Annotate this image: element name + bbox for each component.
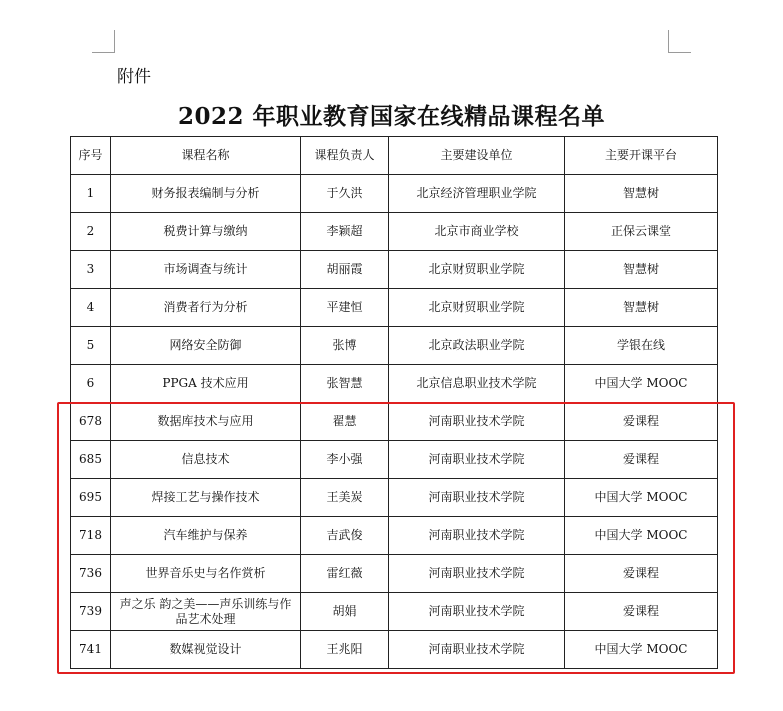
cell-platform: 学银在线 <box>565 327 718 365</box>
table-row <box>71 517 718 555</box>
cell-index: 678 <box>71 403 111 441</box>
cell-platform: 智慧树 <box>565 175 718 213</box>
cell-index: 685 <box>71 441 111 479</box>
cell-index: 739 <box>71 593 111 631</box>
table-row <box>71 555 718 593</box>
cell-institution: 北京财贸职业学院 <box>389 251 565 289</box>
cell-lead: 平建恒 <box>301 289 389 327</box>
cell-platform: 智慧树 <box>565 289 718 327</box>
cell-institution: 河南职业技术学院 <box>389 593 565 631</box>
cell-index: 718 <box>71 517 111 555</box>
cell-institution: 河南职业技术学院 <box>389 403 565 441</box>
header-platform: 主要开课平台 <box>565 137 718 175</box>
cell-platform: 智慧树 <box>565 251 718 289</box>
cell-platform: 中国大学 MOOC <box>565 517 718 555</box>
cell-index: 2 <box>71 213 111 251</box>
header-course-name: 课程名称 <box>111 137 301 175</box>
cell-course-name: 世界音乐史与名作赏析 <box>111 555 301 593</box>
table-row <box>71 365 718 403</box>
cell-course-name: 消费者行为分析 <box>111 289 301 327</box>
cell-institution: 北京经济管理职业学院 <box>389 175 565 213</box>
cell-index: 5 <box>71 327 111 365</box>
cell-platform: 中国大学 MOOC <box>565 365 718 403</box>
cell-course-name: PPGA 技术应用 <box>111 365 301 403</box>
table-row <box>71 289 718 327</box>
cell-lead: 胡娟 <box>301 593 389 631</box>
table-row <box>71 441 718 479</box>
cell-course-name: 声之乐 韵之美——声乐训练与作品艺术处理 <box>111 593 301 631</box>
cell-lead: 张智慧 <box>301 365 389 403</box>
cell-course-name: 汽车维护与保养 <box>111 517 301 555</box>
cell-index: 741 <box>71 631 111 669</box>
cell-lead: 雷红薇 <box>301 555 389 593</box>
cell-course-name: 市场调查与统计 <box>111 251 301 289</box>
cell-lead: 王美炭 <box>301 479 389 517</box>
cell-platform: 爱课程 <box>565 555 718 593</box>
table-row <box>71 251 718 289</box>
table-row <box>71 403 718 441</box>
attachment-label: 附件 <box>117 67 151 87</box>
cell-index: 695 <box>71 479 111 517</box>
header-index: 序号 <box>71 137 111 175</box>
table-row <box>71 479 718 517</box>
cell-lead: 张博 <box>301 327 389 365</box>
cell-index: 6 <box>71 365 111 403</box>
cell-lead: 吉武俊 <box>301 517 389 555</box>
cell-lead: 李小强 <box>301 441 389 479</box>
cell-lead: 王兆阳 <box>301 631 389 669</box>
header-lead: 课程负责人 <box>301 137 389 175</box>
cell-course-name: 税费计算与缴纳 <box>111 213 301 251</box>
course-table <box>70 136 718 669</box>
cell-index: 3 <box>71 251 111 289</box>
cell-course-name: 财务报表编制与分析 <box>111 175 301 213</box>
cell-index: 4 <box>71 289 111 327</box>
cell-lead: 李颖超 <box>301 213 389 251</box>
cell-institution: 北京信息职业技术学院 <box>389 365 565 403</box>
cell-institution: 河南职业技术学院 <box>389 441 565 479</box>
cell-platform: 爱课程 <box>565 593 718 631</box>
cell-institution: 河南职业技术学院 <box>389 631 565 669</box>
table-header-row <box>71 137 718 175</box>
table-row <box>71 213 718 251</box>
cell-course-name: 数据库技术与应用 <box>111 403 301 441</box>
cell-course-name: 信息技术 <box>111 441 301 479</box>
cell-platform: 正保云课堂 <box>565 213 718 251</box>
cell-institution: 北京政法职业学院 <box>389 327 565 365</box>
cell-course-name: 焊接工艺与操作技术 <box>111 479 301 517</box>
cell-institution: 河南职业技术学院 <box>389 517 565 555</box>
margin-corner-mark-right <box>668 30 691 53</box>
table-row <box>71 593 718 631</box>
cell-platform: 爱课程 <box>565 403 718 441</box>
table-row <box>71 175 718 213</box>
cell-lead: 翟慧 <box>301 403 389 441</box>
table-row <box>71 327 718 365</box>
cell-lead: 胡丽霞 <box>301 251 389 289</box>
cell-institution: 北京市商业学校 <box>389 213 565 251</box>
cell-institution: 北京财贸职业学院 <box>389 289 565 327</box>
cell-index: 736 <box>71 555 111 593</box>
margin-corner-mark-left <box>92 30 115 53</box>
cell-platform: 爱课程 <box>565 441 718 479</box>
header-institution: 主要建设单位 <box>389 137 565 175</box>
cell-course-name: 数媒视觉设计 <box>111 631 301 669</box>
cell-index: 1 <box>71 175 111 213</box>
cell-institution: 河南职业技术学院 <box>389 555 565 593</box>
cell-institution: 河南职业技术学院 <box>389 479 565 517</box>
document-title: 2022 年职业教育国家在线精品课程名单 <box>177 103 606 130</box>
cell-platform: 中国大学 MOOC <box>565 479 718 517</box>
cell-platform: 中国大学 MOOC <box>565 631 718 669</box>
table-row <box>71 631 718 669</box>
cell-lead: 于久洪 <box>301 175 389 213</box>
cell-course-name: 网络安全防御 <box>111 327 301 365</box>
